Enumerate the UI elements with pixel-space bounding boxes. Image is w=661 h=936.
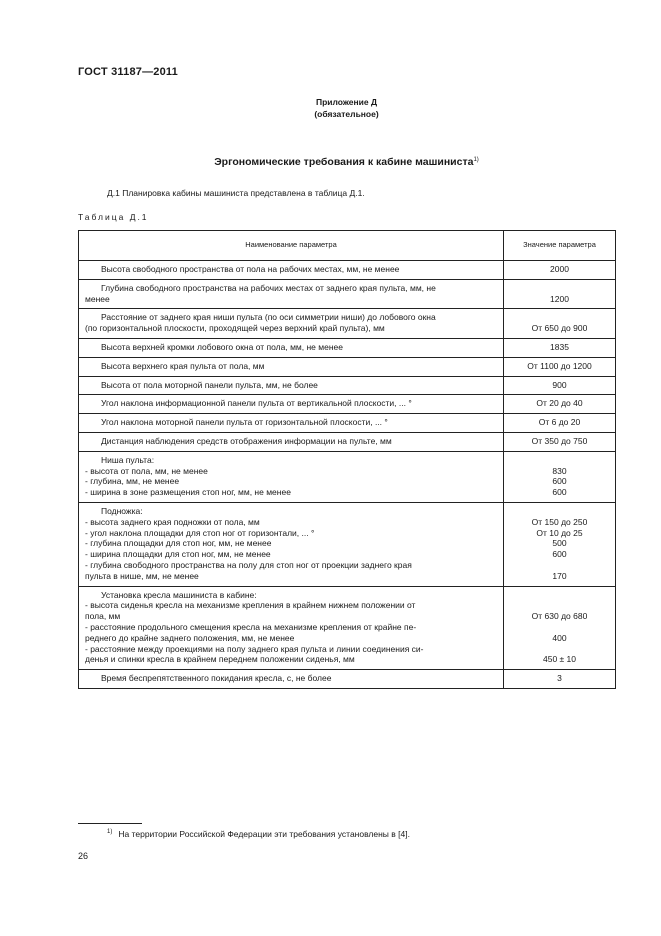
parameter-value-line: 600 <box>552 476 567 487</box>
column-header-value: Значение параметра <box>504 231 616 261</box>
table-header-row <box>79 231 616 261</box>
parameter-name-line: - ширина площадки для стоп ног, мм, не менее <box>85 549 271 560</box>
footnote-divider <box>78 823 142 824</box>
parameter-value-cell <box>504 395 616 414</box>
parameter-name-line: менее <box>85 293 110 304</box>
parameter-name-line: Высота свободного пространства от пола на рабочих местах, мм, не менее <box>101 264 400 274</box>
annex-block <box>0 96 661 120</box>
parameter-value-cell <box>504 414 616 433</box>
parameter-name-line: Расстояние от заднего края ниши пульта (по оси симметрии ниши) до лобового окна <box>101 312 436 323</box>
parameter-name-line: - расстояние продольного смещения кресла на механизме крепления от крайне пе- <box>85 621 417 632</box>
parameter-name-line: - высота от пола, мм, не менее <box>85 465 208 476</box>
table-row <box>79 670 616 689</box>
parameter-name-line: - глубина свободного пространства на полу для стоп ног от проекции заднего края <box>85 559 412 570</box>
parameter-value-cell <box>504 338 616 357</box>
parameter-value-line: 170 <box>552 570 567 581</box>
parameter-name-line: Высота верхнего края пульта от пола, мм <box>101 360 265 371</box>
parameter-name-line: Установка кресла машиниста в кабине: <box>101 589 257 600</box>
parameter-name-cell <box>79 502 504 586</box>
parameter-name-cell <box>79 414 504 433</box>
parameter-value-line: 400 <box>552 632 567 643</box>
table-caption: Таблица Д.1 <box>78 212 149 222</box>
parameter-name-line: - расстояние между проекциями на полу заднего края пульта и линии соединения си- <box>85 643 424 654</box>
parameter-name-line: денья и спинки кресла в крайнем переднем положении сиденья, мм <box>85 654 355 665</box>
parameter-name-cell <box>79 261 504 280</box>
footnote <box>107 829 410 839</box>
parameter-name-cell <box>79 357 504 376</box>
parameters-table <box>78 230 616 689</box>
parameter-name-cell <box>79 395 504 414</box>
parameter-name-line: - высота заднего края подножки от пола, мм <box>85 516 260 527</box>
page-number: 26 <box>78 851 89 861</box>
table-row <box>79 279 616 309</box>
parameter-value-line: От 630 до 680 <box>531 611 588 622</box>
parameter-value-line: 1835 <box>550 341 569 352</box>
table-row <box>79 414 616 433</box>
table-row <box>79 261 616 280</box>
parameter-name-line: - ширина в зоне размещения стоп ног, мм, не менее <box>85 487 291 498</box>
parameter-name-cell <box>79 309 504 339</box>
footnote-mark: 1) <box>107 829 113 835</box>
parameter-value-line: От 150 до 250 <box>531 516 588 527</box>
parameter-value-line: 900 <box>552 379 567 390</box>
document-header: ГОСТ 31187—2011 <box>78 66 178 78</box>
annex-title: Приложение Д <box>315 97 378 107</box>
parameter-name-line: - высота сиденья кресла на механизме крепления в крайнем нижнем положении от <box>85 600 416 611</box>
table-row <box>79 451 616 502</box>
parameter-value-line: От 650 до 900 <box>531 323 588 334</box>
table-row <box>79 502 616 586</box>
parameter-value-cell <box>504 432 616 451</box>
column-header-name: Наименование параметра <box>79 231 504 261</box>
parameter-value-line: От 6 до 20 <box>538 417 581 428</box>
parameter-name-line: - угол наклона площадки для стоп ног от горизонтали, ... ° <box>85 527 315 538</box>
parameter-name-line: Угол наклона информационной панели пульта от вертикальной плоскости, ... ° <box>101 398 412 409</box>
parameter-name-cell <box>79 376 504 395</box>
parameter-name-line: - глубина площадки для стоп ног, мм, не менее <box>85 538 272 549</box>
parameter-value-line <box>510 560 609 571</box>
table-row <box>79 376 616 395</box>
parameter-value-line: 2000 <box>550 264 569 274</box>
parameter-value-cell <box>504 279 616 309</box>
parameter-name-line: - глубина, мм, не менее <box>85 476 180 487</box>
parameter-value-cell <box>504 309 616 339</box>
parameter-value-line: От 1100 до 1200 <box>527 360 592 371</box>
parameter-value-line: От 10 до 25 <box>536 527 583 538</box>
parameter-value-line: 600 <box>552 487 567 498</box>
parameter-name-cell <box>79 338 504 357</box>
parameter-name-cell <box>79 432 504 451</box>
parameter-name-line: Время беспрепятственного покидания кресла, с, не более <box>101 673 332 684</box>
parameter-value-cell <box>504 261 616 280</box>
parameter-value-cell <box>504 670 616 689</box>
parameter-name-line: Ниша пульта: <box>101 454 155 465</box>
parameter-value-line: 600 <box>552 549 567 560</box>
table-row <box>79 586 616 670</box>
parameter-value-line: 830 <box>552 465 567 476</box>
parameter-value-cell <box>504 357 616 376</box>
parameter-name-line: Глубина свободного пространства на рабочих местах от заднего края пульта, мм, не <box>101 282 436 293</box>
parameter-value-line: 3 <box>557 673 562 684</box>
parameter-name-line: Высота верхней кромки лобового окна от пола, мм, не менее <box>101 341 343 352</box>
table-row <box>79 309 616 339</box>
section-heading-text: Эргономические требования к кабине машиниста <box>214 156 474 168</box>
parameter-value-line <box>510 622 609 633</box>
table-row <box>79 432 616 451</box>
parameter-value-line: 1200 <box>550 293 569 304</box>
parameter-name-line: Угол наклона моторной панели пульта от горизонтальной плоскости, ... ° <box>101 417 388 428</box>
table-row <box>79 338 616 357</box>
parameter-value-cell <box>504 586 616 670</box>
intro-paragraph: Д.1 Планировка кабины машиниста представлена в таблица Д.1. <box>107 188 365 198</box>
parameter-value-cell <box>504 451 616 502</box>
parameter-name-cell <box>79 279 504 309</box>
parameter-name-line: Дистанция наблюдения средств отображения информации на пульте, мм <box>101 435 392 446</box>
table-row <box>79 395 616 414</box>
heading-footnote-mark: 1) <box>473 157 479 163</box>
parameter-name-line: пола, мм <box>85 611 121 622</box>
parameter-name-cell <box>79 451 504 502</box>
annex-status: (обязательное) <box>314 109 379 119</box>
parameter-name-line: Подножка: <box>101 505 143 516</box>
parameter-value-line: От 20 до 40 <box>536 398 583 409</box>
parameter-name-line: (по горизонтальной плоскости, проходящей через верхний край пульта), мм <box>85 323 385 334</box>
parameter-value-line <box>510 644 609 655</box>
parameter-value-cell <box>504 502 616 586</box>
footnote-text: На территории Российской Федерации эти требования установлены в [4]. <box>118 829 410 839</box>
section-heading <box>0 156 661 168</box>
parameter-name-cell <box>79 586 504 670</box>
parameter-name-line: реднего до крайне заднего положения, мм, не менее <box>85 632 295 643</box>
parameter-name-line: Высота от пола моторной панели пульта, мм, не более <box>101 379 318 390</box>
parameter-name-line: пульта в нише, мм, не менее <box>85 570 199 581</box>
parameter-name-cell <box>79 670 504 689</box>
parameter-value-line: 450 ± 10 <box>542 654 577 665</box>
table-row <box>79 357 616 376</box>
parameter-value-cell <box>504 376 616 395</box>
parameter-value-line: От 350 до 750 <box>531 435 588 446</box>
parameter-value-line: 500 <box>552 538 567 549</box>
